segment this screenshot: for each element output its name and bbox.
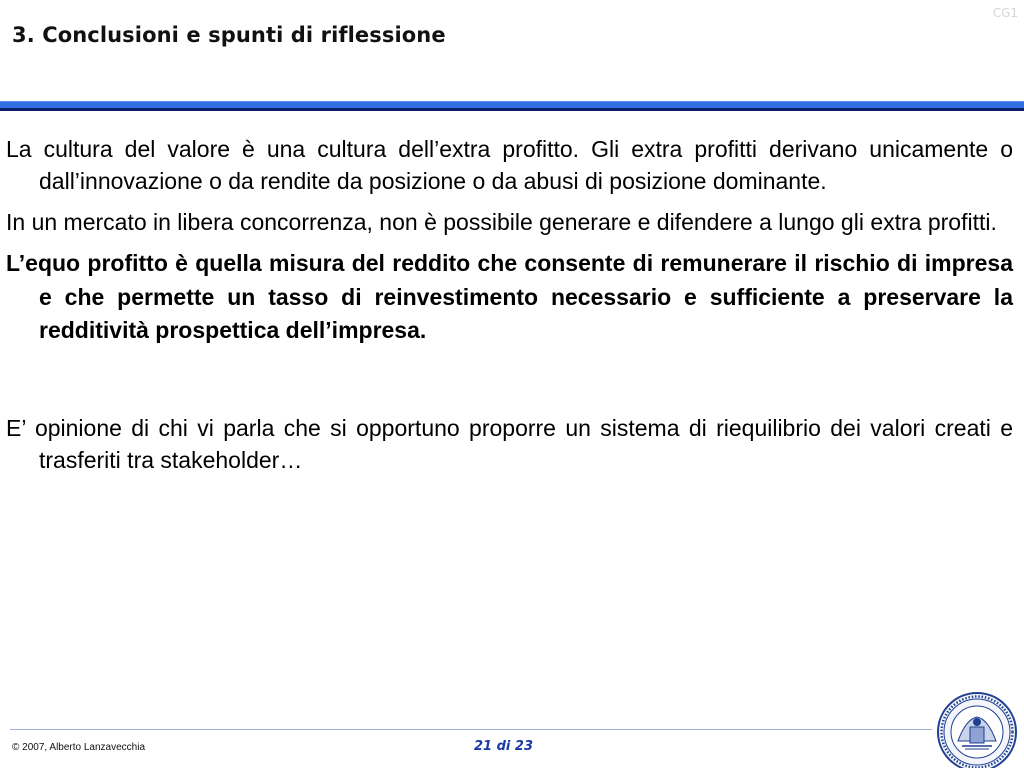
title-divider-bar: [0, 101, 1024, 111]
slide-body: [6, 133, 1013, 485]
paragraph-opinione: E’ opinione di chi vi parla che si opportuno proporre un sistema di riequilibrio dei valori creati e trasferiti tra stakeholder…: [6, 414, 1013, 473]
page-number: 21 di 23: [474, 739, 533, 754]
footer-copyright: © 2007, Alberto Lanzavecchia: [12, 742, 146, 753]
footer-divider: [10, 729, 932, 730]
paragraph-extra-profitto: La cultura del valore è una cultura dell’extra profitto. Gli extra profitti derivano unicamente o dall’innovazione o da rendite da posizione o da abusi di posizione dominante.: [6, 136, 1013, 194]
university-seal-icon: [936, 691, 1018, 768]
title-divider-shadow: [0, 108, 1024, 111]
slide-title: 3. Conclusioni e spunti di riflessione: [12, 23, 446, 47]
corner-tag: CG1: [992, 6, 1018, 20]
paragraph-libera-concorrenza: In un mercato in libera concorrenza, non è possibile generare e difendere a lungo gli extra profitti.: [6, 209, 997, 235]
paragraph-equo-profitto: L’equo profitto è quella misura del reddito che consente di remunerare il rischio di impresa e che permette un tasso di reinvestimento necessario e sufficiente a preservare la redditività prospettica dell’impresa.: [6, 250, 1013, 343]
title-divider-band: [0, 101, 1024, 108]
